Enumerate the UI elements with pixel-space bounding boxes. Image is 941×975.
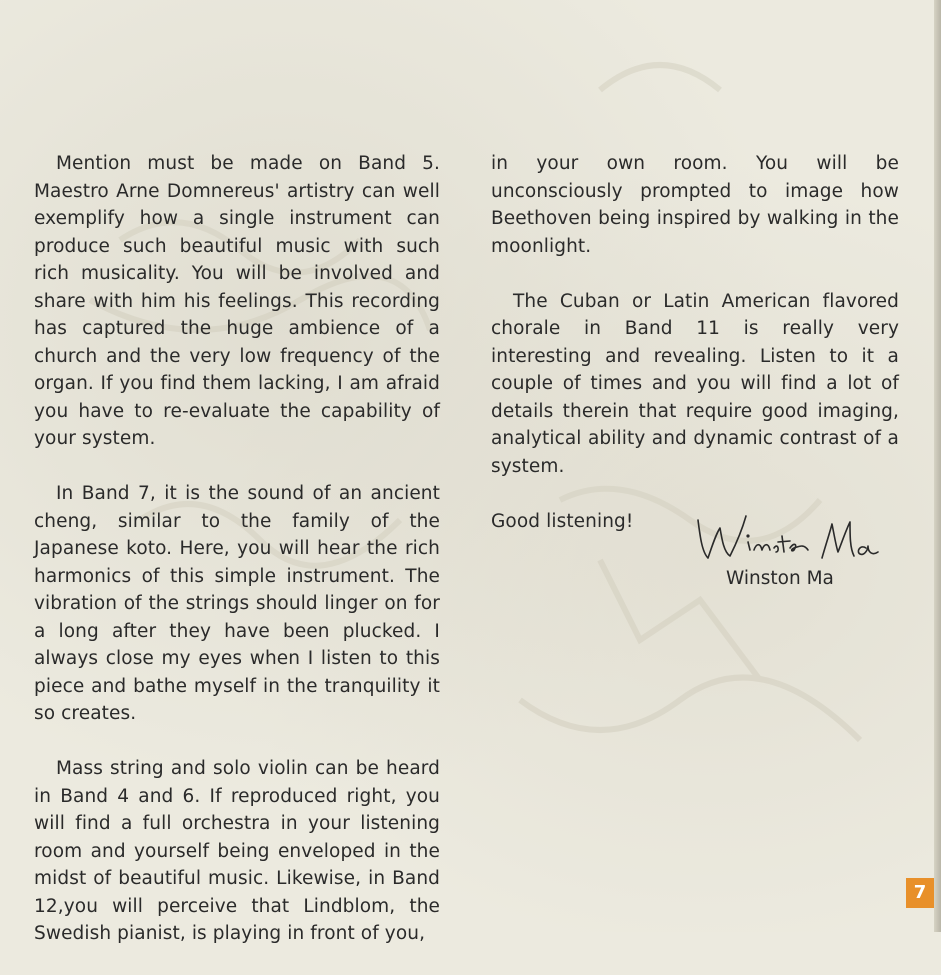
signatory-name: Winston Ma: [726, 568, 834, 589]
page-edge-shadow: [934, 0, 941, 932]
handwritten-signature: [690, 508, 900, 570]
closing-line: Good listening!: [491, 510, 634, 532]
paragraph-band-7: In Band 7, it is the sound of an ancient cheng, similar to the family of the Japanese koto. Here, you will hear the rich harmonics of this simple instrument. The vibration of the strings should linger on for a long after they have been plucked. I always close my eyes when I listen to this piece and bathe myself in the tranquility it so creates.: [34, 483, 440, 724]
paragraph-continuation: in your own room. You will be unconsciously prompted to image how Beethoven being inspired by walking in the moonlight.: [491, 153, 899, 257]
signature-block: [680, 508, 910, 598]
paragraph-band-4-6: Mass string and solo violin can be heard in Band 4 and 6. If reproduced right, you will find a full orchestra in your listening room and yourself being enveloped in the midst of beautiful music. Likewise, in Band 12,you will perceive that Lindblom, the Swedish pianist, is playing in front of you,: [34, 758, 440, 944]
page-number-badge: 7: [906, 878, 934, 908]
right-text-column: [491, 150, 899, 563]
paragraph-band-11: The Cuban or Latin American flavored chorale in Band 11 is really very interesting and revealing. Listen to it a couple of times and you will find a lot of details therein that require good imaging, analytical ability and dynamic contrast of a system.: [491, 290, 899, 477]
left-text-column: [34, 150, 440, 975]
paragraph-band-5: Mention must be made on Band 5. Maestro Arne Domnereus' artistry can well exemplify how a single instrument can produce such beautiful music with such rich musicality. You will be involved and share with him his feelings. This recording has captured the huge ambience of a church and the very low frequency of the organ. If you find them lacking, I am afraid you have to re-evaluate the capability of your system.: [34, 153, 440, 449]
